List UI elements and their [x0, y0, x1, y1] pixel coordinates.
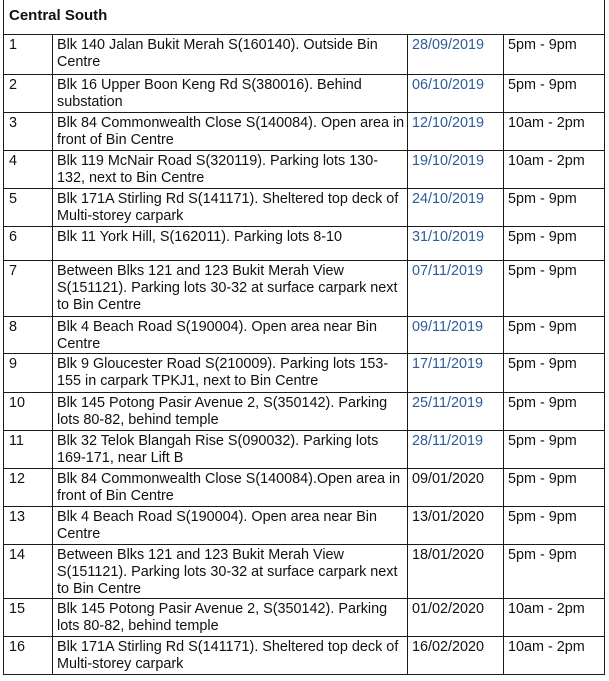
row-number: 5	[4, 189, 53, 227]
table-row	[4, 151, 605, 189]
table-row	[4, 545, 605, 599]
row-location: Blk 32 Telok Blangah Rise S(090032). Parking lots 169-171, near Lift B	[53, 431, 408, 469]
table-row	[4, 35, 605, 75]
row-time: 5pm - 9pm	[504, 75, 605, 113]
row-date-link[interactable]: 28/09/2019	[408, 35, 504, 75]
row-date-link[interactable]: 17/11/2019	[408, 354, 504, 393]
table-row	[4, 393, 605, 431]
table-row	[4, 469, 605, 507]
row-time: 5pm - 9pm	[504, 545, 605, 599]
row-number: 9	[4, 354, 53, 393]
row-number: 4	[4, 151, 53, 189]
row-time: 5pm - 9pm	[504, 35, 605, 75]
table-row	[4, 637, 605, 675]
row-time: 5pm - 9pm	[504, 227, 605, 261]
row-time: 5pm - 9pm	[504, 469, 605, 507]
row-number: 1	[4, 35, 53, 75]
row-date: 18/01/2020	[408, 545, 504, 599]
row-date-link[interactable]: 25/11/2019	[408, 393, 504, 431]
row-location: Blk 119 McNair Road S(320119). Parking lots 130-132, next to Bin Centre	[53, 151, 408, 189]
row-date-link[interactable]: 28/11/2019	[408, 431, 504, 469]
row-time: 10am - 2pm	[504, 599, 605, 637]
row-time: 5pm - 9pm	[504, 189, 605, 227]
row-location: Blk 171A Stirling Rd S(141171). Sheltered top deck of Multi-storey carpark	[53, 189, 408, 227]
row-time: 5pm - 9pm	[504, 431, 605, 469]
row-date-link[interactable]: 12/10/2019	[408, 113, 504, 151]
row-number: 7	[4, 261, 53, 317]
row-number: 16	[4, 637, 53, 675]
row-time: 5pm - 9pm	[504, 354, 605, 393]
row-time: 10am - 2pm	[504, 113, 605, 151]
row-time: 10am - 2pm	[504, 151, 605, 189]
table-row	[4, 354, 605, 393]
row-time: 5pm - 9pm	[504, 507, 605, 545]
row-time: 10am - 2pm	[504, 637, 605, 675]
row-date-link[interactable]: 07/11/2019	[408, 261, 504, 317]
row-location: Blk 145 Potong Pasir Avenue 2, S(350142). Parking lots 80-82, behind temple	[53, 599, 408, 637]
row-date: 09/01/2020	[408, 469, 504, 507]
table-row	[4, 113, 605, 151]
row-date: 01/02/2020	[408, 599, 504, 637]
row-location: Between Blks 121 and 123 Bukit Merah View S(151121). Parking lots 30-32 at surface carpark next to Bin Centre	[53, 545, 408, 599]
table-row	[4, 261, 605, 317]
table-row	[4, 227, 605, 261]
section-title: Central South	[4, 0, 605, 35]
row-number: 12	[4, 469, 53, 507]
row-location: Between Blks 121 and 123 Bukit Merah View S(151121). Parking lots 30-32 at surface carpark next to Bin Centre	[53, 261, 408, 317]
row-date-link[interactable]: 24/10/2019	[408, 189, 504, 227]
row-time: 5pm - 9pm	[504, 393, 605, 431]
row-number: 2	[4, 75, 53, 113]
row-location: Blk 9 Gloucester Road S(210009). Parking lots 153-155 in carpark TPKJ1, next to Bin Centre	[53, 354, 408, 393]
row-number: 11	[4, 431, 53, 469]
row-date: 16/02/2020	[408, 637, 504, 675]
row-date-link[interactable]: 06/10/2019	[408, 75, 504, 113]
row-number: 6	[4, 227, 53, 261]
row-location: Blk 84 Commonwealth Close S(140084).Open area in front of Bin Centre	[53, 469, 408, 507]
table-row	[4, 189, 605, 227]
row-location: Blk 171A Stirling Rd S(141171). Sheltered top deck of Multi-storey carpark	[53, 637, 408, 675]
row-location: Blk 16 Upper Boon Keng Rd S(380016). Behind substation	[53, 75, 408, 113]
row-date: 13/01/2020	[408, 507, 504, 545]
table-row	[4, 317, 605, 354]
table-row	[4, 507, 605, 545]
row-location: Blk 140 Jalan Bukit Merah S(160140). Outside Bin Centre	[53, 35, 408, 75]
row-location: Blk 11 York Hill, S(162011). Parking lots 8-10	[53, 227, 408, 261]
row-location: Blk 145 Potong Pasir Avenue 2, S(350142). Parking lots 80-82, behind temple	[53, 393, 408, 431]
row-date-link[interactable]: 31/10/2019	[408, 227, 504, 261]
row-date-link[interactable]: 09/11/2019	[408, 317, 504, 354]
row-number: 8	[4, 317, 53, 354]
row-time: 5pm - 9pm	[504, 261, 605, 317]
row-location: Blk 4 Beach Road S(190004). Open area near Bin Centre	[53, 507, 408, 545]
row-number: 3	[4, 113, 53, 151]
section-header-row	[4, 0, 605, 35]
table-row	[4, 75, 605, 113]
row-number: 14	[4, 545, 53, 599]
row-date-link[interactable]: 19/10/2019	[408, 151, 504, 189]
table-row	[4, 431, 605, 469]
row-location: Blk 84 Commonwealth Close S(140084). Open area in front of Bin Centre	[53, 113, 408, 151]
row-time: 5pm - 9pm	[504, 317, 605, 354]
row-number: 15	[4, 599, 53, 637]
schedule-table	[3, 0, 605, 675]
row-location: Blk 4 Beach Road S(190004). Open area near Bin Centre	[53, 317, 408, 354]
row-number: 13	[4, 507, 53, 545]
table-row	[4, 599, 605, 637]
row-number: 10	[4, 393, 53, 431]
